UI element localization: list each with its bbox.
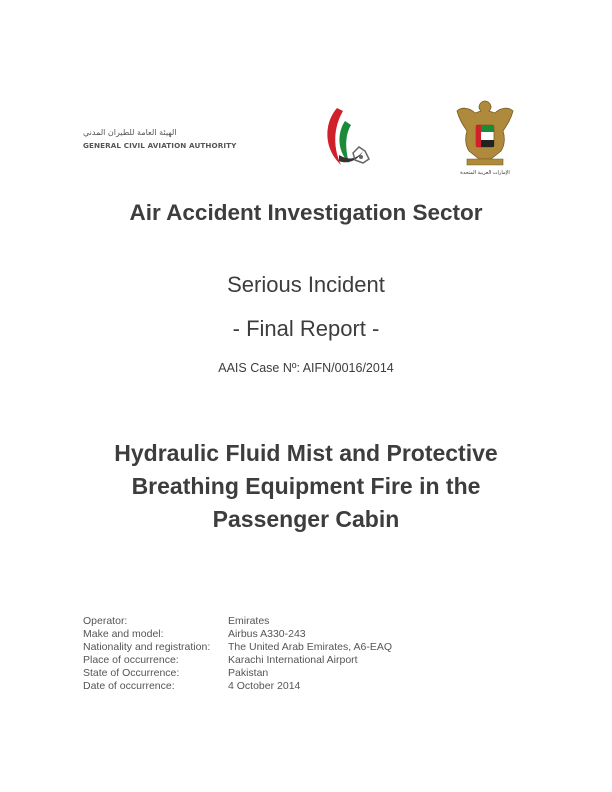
detail-value: Karachi International Airport: [228, 654, 358, 666]
gcaa-emblem-icon: [319, 103, 379, 173]
detail-row: [83, 667, 392, 680]
report-type: Serious Incident: [227, 272, 385, 297]
detail-row: [83, 615, 392, 628]
detail-label: Nationality and registration:: [83, 641, 211, 653]
emblem-caption: الإمارات العربية المتحدة: [460, 170, 510, 176]
case-number: AAIS Case Nº: AIFN/0016/2014: [218, 361, 394, 375]
report-status: - Final Report -: [232, 316, 380, 341]
detail-label: Make and model:: [83, 628, 164, 640]
gcaa-arabic-name: الهيئة العامة للطيران المدني: [83, 128, 177, 137]
detail-row: [83, 641, 392, 654]
gcaa-wordmark: [83, 128, 318, 151]
detail-label: Date of occurrence:: [83, 680, 175, 692]
detail-value: 4 October 2014: [228, 680, 301, 692]
headline-line: Passenger Cabin: [212, 506, 400, 532]
headline-line: Hydraulic Fluid Mist and Protective: [114, 440, 498, 466]
detail-label: Operator:: [83, 615, 128, 627]
detail-label: State of Occurrence:: [83, 667, 180, 679]
detail-row: [83, 628, 392, 641]
detail-value: Pakistan: [228, 667, 269, 679]
detail-value: Airbus A330-243: [228, 628, 306, 640]
detail-row: [83, 654, 392, 667]
detail-label: Place of occurrence:: [83, 654, 179, 666]
detail-value: Emirates: [228, 615, 270, 627]
gcaa-english-name: GENERAL CIVIL AVIATION AUTHORITY: [83, 141, 237, 150]
page-title: Air Accident Investigation Sector: [129, 200, 483, 225]
gcaa-logo: [83, 103, 383, 173]
uae-emblem-icon: [455, 97, 515, 177]
headline-line: Breathing Equipment Fire in the: [131, 473, 481, 499]
report-headline: [70, 437, 542, 536]
occurrence-details: [83, 615, 392, 693]
detail-value: The United Arab Emirates, A6-EAQ: [228, 641, 392, 653]
detail-row: [83, 680, 392, 693]
